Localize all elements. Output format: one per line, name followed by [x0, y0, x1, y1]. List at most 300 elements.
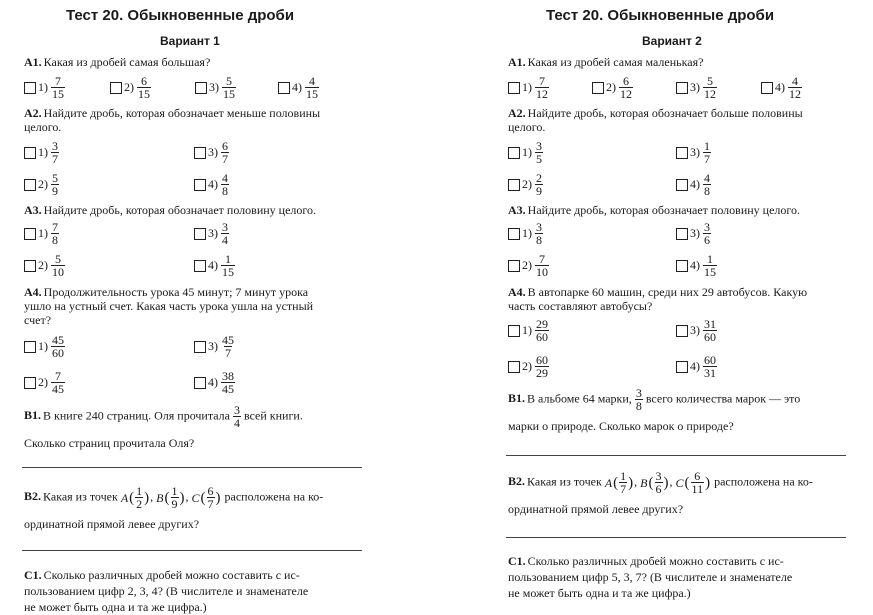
option-number: 3) — [690, 323, 700, 337]
fraction-denominator: 4 — [233, 416, 240, 430]
fraction — [51, 370, 65, 395]
option-number: 3) — [209, 80, 219, 94]
fraction — [788, 75, 802, 100]
question-b2 — [508, 470, 813, 519]
fraction-denominator: 12 — [620, 87, 632, 101]
option-number: 1) — [38, 145, 48, 159]
text-line: часть составляют автобусы? — [508, 299, 653, 313]
fraction-numerator: 7 — [55, 74, 61, 88]
fraction-numerator: 3 — [704, 220, 710, 234]
option-a4-3[interactable] — [194, 334, 235, 359]
fraction-numerator: 60 — [536, 353, 548, 367]
point-c — [676, 470, 712, 495]
fraction — [221, 334, 235, 359]
checkbox[interactable] — [676, 228, 688, 240]
option-a3-3[interactable] — [194, 221, 229, 246]
question-number: В1. — [24, 408, 42, 423]
checkbox[interactable] — [194, 260, 206, 272]
parenthesis: ( — [164, 489, 170, 506]
fraction — [221, 370, 235, 395]
point-label: A — [604, 475, 613, 490]
option-number: 1) — [38, 226, 48, 240]
parenthesis: ( — [684, 474, 690, 491]
option-number: 2) — [38, 375, 48, 389]
text-line: ординатной прямой левее других? — [508, 502, 684, 516]
fraction — [221, 253, 235, 278]
fraction — [703, 172, 711, 197]
option-number: 2) — [38, 258, 48, 272]
fraction-denominator: 4 — [222, 233, 228, 247]
question-c1 — [508, 553, 792, 601]
option-a4-2[interactable] — [508, 354, 549, 379]
fraction-denominator: 9 — [536, 184, 542, 198]
option-a2-2[interactable] — [508, 172, 543, 197]
question-number: А1. — [508, 55, 526, 69]
option-a3-1[interactable] — [508, 221, 543, 246]
fraction-denominator: 9 — [52, 184, 58, 198]
option-number: 1) — [522, 80, 532, 94]
fraction-denominator: 8 — [536, 233, 542, 247]
checkbox[interactable] — [24, 341, 36, 353]
text-span: Какая из точек — [527, 474, 602, 489]
variant-1-column — [0, 0, 390, 615]
question-a3 — [24, 203, 316, 217]
fraction-numerator: 4 — [222, 171, 228, 185]
option-number: 4) — [208, 375, 218, 389]
fraction-numerator: 45 — [222, 333, 234, 347]
option-a1-3[interactable] — [195, 75, 236, 100]
option-number: 2) — [522, 359, 532, 373]
fraction-numerator: 1 — [136, 484, 143, 498]
fraction — [619, 470, 627, 495]
text-line — [508, 55, 703, 69]
fraction — [171, 485, 179, 510]
fraction-numerator: 6 — [207, 484, 214, 498]
option-number: 3) — [690, 80, 700, 94]
text-line — [508, 203, 800, 217]
text-line — [508, 387, 800, 412]
text-line — [508, 106, 803, 120]
question-b1 — [24, 404, 303, 453]
text-line: В2. Какая из точек A ( $\frac{1}{7}$ ) , B ( $\frac{3}{6}$ ) , C ( $\frac{6}{11}$ ) расположена на ко- — [508, 469, 813, 496]
fraction — [535, 172, 543, 197]
option-a1-4[interactable] — [761, 75, 802, 100]
text-span: Найдите дробь, которая обозначает половину целого. — [43, 203, 317, 217]
fraction-numerator: 29 — [536, 317, 548, 331]
fraction-denominator: 60 — [52, 346, 64, 360]
fraction-numerator: 7 — [55, 369, 61, 383]
fraction-denominator: 15 — [704, 265, 716, 279]
option-a3-2[interactable] — [508, 253, 549, 278]
fraction-denominator: 12 — [789, 87, 801, 101]
variant-heading: Вариант 1 — [160, 34, 220, 48]
fraction-denominator: 6 — [704, 233, 710, 247]
option-a1-3[interactable] — [676, 75, 717, 100]
fraction-denominator: 8 — [52, 233, 58, 247]
text-line — [508, 285, 807, 299]
fraction-numerator: 3 — [52, 139, 58, 153]
text-span: Продолжительность урока 45 минут; 7 минут урока — [43, 285, 309, 299]
fraction-numerator: 3 — [222, 220, 228, 234]
option-a4-2[interactable] — [24, 370, 65, 395]
question-a2 — [24, 106, 320, 134]
answer-line — [22, 550, 362, 551]
fraction-numerator: 5 — [55, 252, 61, 266]
question-number: В1. — [508, 391, 526, 406]
fraction — [535, 75, 549, 100]
fraction-denominator: 60 — [536, 330, 548, 344]
question-number: В2. — [508, 474, 526, 489]
question-a4 — [24, 285, 313, 327]
point-label: B — [156, 490, 164, 505]
checkbox[interactable] — [278, 82, 290, 94]
checkbox[interactable] — [676, 82, 688, 94]
fraction — [51, 75, 65, 100]
fraction-denominator: 8 — [704, 184, 710, 198]
option-number: 2) — [124, 80, 134, 94]
parenthesis: ) — [179, 489, 185, 506]
fraction — [305, 75, 319, 100]
parenthesis: ) — [215, 489, 221, 506]
option-a4-1[interactable] — [24, 334, 65, 359]
fraction-denominator: 2 — [136, 497, 143, 511]
text-line: ординатной прямой левее других? — [24, 517, 200, 531]
fraction — [233, 404, 241, 429]
question-number: С1. — [508, 554, 526, 568]
text-span: расположена на ко- — [224, 489, 324, 504]
fraction — [221, 140, 229, 165]
text-span: Найдите дробь, которая обозначает половину целого. — [527, 203, 801, 217]
text-line — [24, 285, 313, 299]
fraction-numerator: 3 — [536, 220, 542, 234]
fraction-denominator: 60 — [704, 330, 716, 344]
fraction-denominator: 29 — [536, 366, 548, 380]
option-a1-1[interactable] — [508, 75, 549, 100]
fraction — [222, 75, 236, 100]
parenthesis: ( — [200, 489, 206, 506]
text-line: пользованием цифр 5, 3, 7? (В числителе и знаменателе — [508, 570, 793, 584]
checkbox[interactable] — [676, 179, 688, 191]
point-label: A — [120, 490, 129, 505]
checkbox[interactable] — [592, 82, 604, 94]
text-line — [24, 203, 316, 217]
fraction-numerator: 3 — [536, 139, 542, 153]
fraction-denominator: 15 — [306, 87, 318, 101]
fraction-denominator: 7 — [620, 482, 627, 496]
fraction — [51, 221, 59, 246]
option-a2-4[interactable] — [194, 172, 229, 197]
fraction — [51, 172, 59, 197]
fraction-numerator: 4 — [792, 74, 798, 88]
fraction — [51, 334, 65, 359]
text-span: всей книги. — [243, 408, 303, 423]
fraction-denominator: 7 — [225, 346, 231, 360]
option-a2-3[interactable] — [194, 140, 229, 165]
fraction — [655, 470, 663, 495]
fraction-denominator: 15 — [52, 87, 64, 101]
fraction — [221, 172, 229, 197]
question-number: В2. — [24, 489, 42, 504]
fraction-numerator: 1 — [704, 139, 710, 153]
option-a3-3[interactable] — [676, 221, 711, 246]
option-number: 4) — [690, 359, 700, 373]
fraction-numerator: 6 — [694, 469, 701, 483]
option-number: 2) — [606, 80, 616, 94]
fraction-denominator: 15 — [138, 87, 150, 101]
checkbox[interactable] — [508, 82, 520, 94]
checkbox[interactable] — [24, 377, 36, 389]
fraction-denominator: 7 — [704, 152, 710, 166]
text-line — [24, 404, 303, 429]
fraction — [703, 75, 717, 100]
answer-line — [506, 537, 846, 538]
checkbox[interactable] — [508, 361, 520, 373]
option-number: 1) — [522, 226, 532, 240]
text-span: Найдите дробь, которая обозначает меньше половины — [43, 106, 321, 120]
fraction — [535, 140, 543, 165]
checkbox[interactable] — [195, 82, 207, 94]
fraction-denominator: 7 — [207, 497, 214, 511]
checkbox[interactable] — [676, 147, 688, 159]
fraction-denominator: 12 — [704, 87, 716, 101]
fraction — [137, 75, 151, 100]
checkbox[interactable] — [761, 82, 773, 94]
fraction — [703, 140, 711, 165]
fraction-numerator: 2 — [536, 171, 542, 185]
parenthesis: ) — [663, 474, 669, 491]
text-span: Сколько различных дробей можно составить с ис- — [43, 568, 300, 582]
fraction — [703, 354, 717, 379]
option-number: 4) — [208, 177, 218, 191]
fraction-numerator: 31 — [704, 317, 716, 331]
checkbox[interactable] — [676, 361, 688, 373]
question-number: А3. — [24, 203, 42, 217]
text-line — [24, 106, 320, 120]
checkbox[interactable] — [24, 228, 36, 240]
question-a1 — [24, 55, 210, 69]
option-number: 1) — [38, 339, 48, 353]
option-number: 4) — [292, 80, 302, 94]
question-c1 — [24, 567, 308, 615]
fraction-numerator: 1 — [620, 469, 627, 483]
point-label: C — [191, 490, 200, 505]
fraction — [51, 140, 59, 165]
checkbox[interactable] — [676, 325, 688, 337]
option-number: 2) — [38, 177, 48, 191]
checkbox[interactable] — [24, 82, 36, 94]
option-a2-1[interactable] — [24, 140, 59, 165]
text-span: расположена на ко- — [714, 474, 813, 489]
fraction-denominator: 8 — [635, 399, 642, 413]
question-b1-cut-line — [506, 386, 866, 413]
fraction-numerator: 5 — [226, 74, 232, 88]
fraction-numerator: 1 — [225, 252, 231, 266]
checkbox[interactable] — [508, 260, 520, 272]
checkbox[interactable] — [508, 179, 520, 191]
fraction-numerator: 4 — [309, 74, 315, 88]
option-number: 4) — [208, 258, 218, 272]
checkbox[interactable] — [110, 82, 122, 94]
text-line: Сколько страниц прочитала Оля? — [24, 436, 195, 450]
question-a3 — [508, 203, 800, 217]
answer-line — [22, 467, 362, 468]
option-a1-2[interactable] — [592, 75, 633, 100]
fraction-denominator: 5 — [536, 152, 542, 166]
option-a2-1[interactable] — [508, 140, 543, 165]
fraction-numerator: 1 — [171, 484, 178, 498]
option-number: 4) — [775, 80, 785, 94]
checkbox[interactable] — [508, 325, 520, 337]
option-number: 1) — [522, 145, 532, 159]
fraction-numerator: 7 — [52, 220, 58, 234]
option-a4-4[interactable] — [676, 354, 717, 379]
option-a4-1[interactable] — [508, 318, 549, 343]
checkbox[interactable] — [24, 179, 36, 191]
variant-2-column — [478, 0, 873, 615]
text-span: В автопарке 60 машин, среди них 29 автобусов. Какую — [527, 285, 808, 299]
checkbox[interactable] — [194, 179, 206, 191]
test-title: Тест 20. Обыкновенные дроби — [546, 7, 775, 24]
option-a4-3[interactable] — [676, 318, 717, 343]
option-a4-4[interactable] — [194, 370, 235, 395]
fraction-numerator: 7 — [539, 74, 545, 88]
option-number: 3) — [690, 145, 700, 159]
text-span: Какая из дробей самая маленькая? — [527, 55, 704, 69]
option-number: 3) — [208, 339, 218, 353]
option-number: 1) — [522, 323, 532, 337]
option-a2-2[interactable] — [24, 172, 59, 197]
option-a2-4[interactable] — [676, 172, 711, 197]
text-line — [24, 567, 308, 583]
question-number: А4. — [24, 285, 42, 299]
text-line — [508, 553, 792, 569]
fraction-denominator: 31 — [704, 366, 716, 380]
option-number: 4) — [690, 177, 700, 191]
option-number: 1) — [38, 80, 48, 94]
question-number: А2. — [24, 106, 42, 120]
fraction-numerator: 3 — [233, 403, 240, 417]
fraction-denominator: 45 — [52, 382, 64, 396]
fraction — [703, 221, 711, 246]
parenthesis: ) — [628, 474, 634, 491]
text-span: В альбоме 64 марки, — [527, 391, 632, 406]
fraction — [691, 470, 705, 495]
checkbox[interactable] — [24, 147, 36, 159]
parenthesis: ( — [613, 474, 619, 491]
point-b — [156, 485, 185, 510]
fraction-denominator: 11 — [691, 482, 704, 496]
parenthesis: ) — [144, 489, 150, 506]
fraction-denominator: 10 — [536, 265, 548, 279]
fraction-denominator: 45 — [222, 382, 234, 396]
text-span: Какая из точек — [43, 489, 118, 504]
checkbox[interactable] — [676, 260, 688, 272]
text-line — [24, 55, 210, 69]
option-a3-2[interactable] — [24, 253, 65, 278]
fraction-numerator: 5 — [52, 171, 58, 185]
fraction — [535, 221, 543, 246]
fraction-numerator: 3 — [655, 469, 662, 483]
point-label: B — [640, 475, 648, 490]
fraction-denominator: 8 — [222, 184, 228, 198]
fraction-numerator: 4 — [704, 171, 710, 185]
fraction — [51, 253, 65, 278]
fraction — [135, 485, 143, 510]
question-number: А3. — [508, 203, 526, 217]
option-a3-4[interactable] — [676, 253, 717, 278]
test-title: Тест 20. Обыкновенные дроби — [66, 7, 295, 24]
question-number: А2. — [508, 106, 526, 120]
option-a3-1[interactable] — [24, 221, 59, 246]
text-span: В книге 240 страниц. Оля прочитала — [43, 408, 230, 423]
fraction-denominator: 15 — [222, 265, 234, 279]
option-number: 3) — [690, 226, 700, 240]
option-number: 2) — [522, 177, 532, 191]
question-text: Какая из дробей самая большая? — [43, 55, 211, 69]
question-number: С1. — [24, 568, 42, 582]
checkbox[interactable] — [194, 228, 206, 240]
option-number: 2) — [522, 258, 532, 272]
variant-heading: Вариант 2 — [642, 34, 702, 48]
checkbox[interactable] — [508, 147, 520, 159]
text-line: не может быть одна и та же цифра.) — [508, 586, 691, 600]
parenthesis: ( — [648, 474, 654, 491]
fraction-numerator: 6 — [222, 139, 228, 153]
option-a1-1[interactable] — [24, 75, 65, 100]
fraction — [221, 221, 229, 246]
question-a4 — [508, 285, 807, 313]
fraction-numerator: 6 — [623, 74, 629, 88]
fraction-denominator: 6 — [655, 482, 662, 496]
option-number: 3) — [208, 145, 218, 159]
text-line: целого. — [508, 120, 546, 134]
fraction — [535, 354, 549, 379]
fraction-denominator: 7 — [52, 152, 58, 166]
option-a1-2[interactable] — [110, 75, 151, 100]
fraction-numerator: 60 — [704, 353, 716, 367]
option-a2-3[interactable] — [676, 140, 711, 165]
checkbox[interactable] — [508, 228, 520, 240]
text-line: целого. — [24, 120, 62, 134]
text-line: счет? — [24, 313, 52, 327]
option-a1-4[interactable] — [278, 75, 319, 100]
text-line: В2. Какая из точек A ( $\frac{1}{2}$ ) , B ( $\frac{1}{9}$ ) , C ( $\frac{6}{7}$ ) расположена на ко- — [24, 484, 324, 511]
point-a — [605, 470, 634, 495]
fraction-numerator: 45 — [52, 333, 64, 347]
fraction-denominator: 9 — [171, 497, 178, 511]
fraction-denominator: 12 — [536, 87, 548, 101]
point-label: C — [675, 475, 684, 490]
question-a2 — [508, 106, 803, 134]
fraction — [703, 318, 717, 343]
text-span: Сколько различных дробей можно составить с ис- — [527, 554, 784, 568]
question-b1-line2: марки о природе. Сколько марок о природе? — [508, 419, 734, 433]
checkbox[interactable] — [194, 341, 206, 353]
option-a3-4[interactable] — [194, 253, 235, 278]
checkbox[interactable] — [194, 377, 206, 389]
point-a — [121, 485, 150, 510]
checkbox[interactable] — [24, 260, 36, 272]
fraction — [619, 75, 633, 100]
text-line: ушло на устный счет. Какая часть урока ушла на устный — [24, 299, 314, 313]
text-span — [508, 387, 800, 412]
fraction-numerator: 3 — [635, 386, 642, 400]
fraction-numerator: 6 — [141, 74, 147, 88]
fraction — [535, 318, 549, 343]
checkbox[interactable] — [194, 147, 206, 159]
answer-line — [506, 455, 846, 456]
fraction-denominator: 7 — [222, 152, 228, 166]
